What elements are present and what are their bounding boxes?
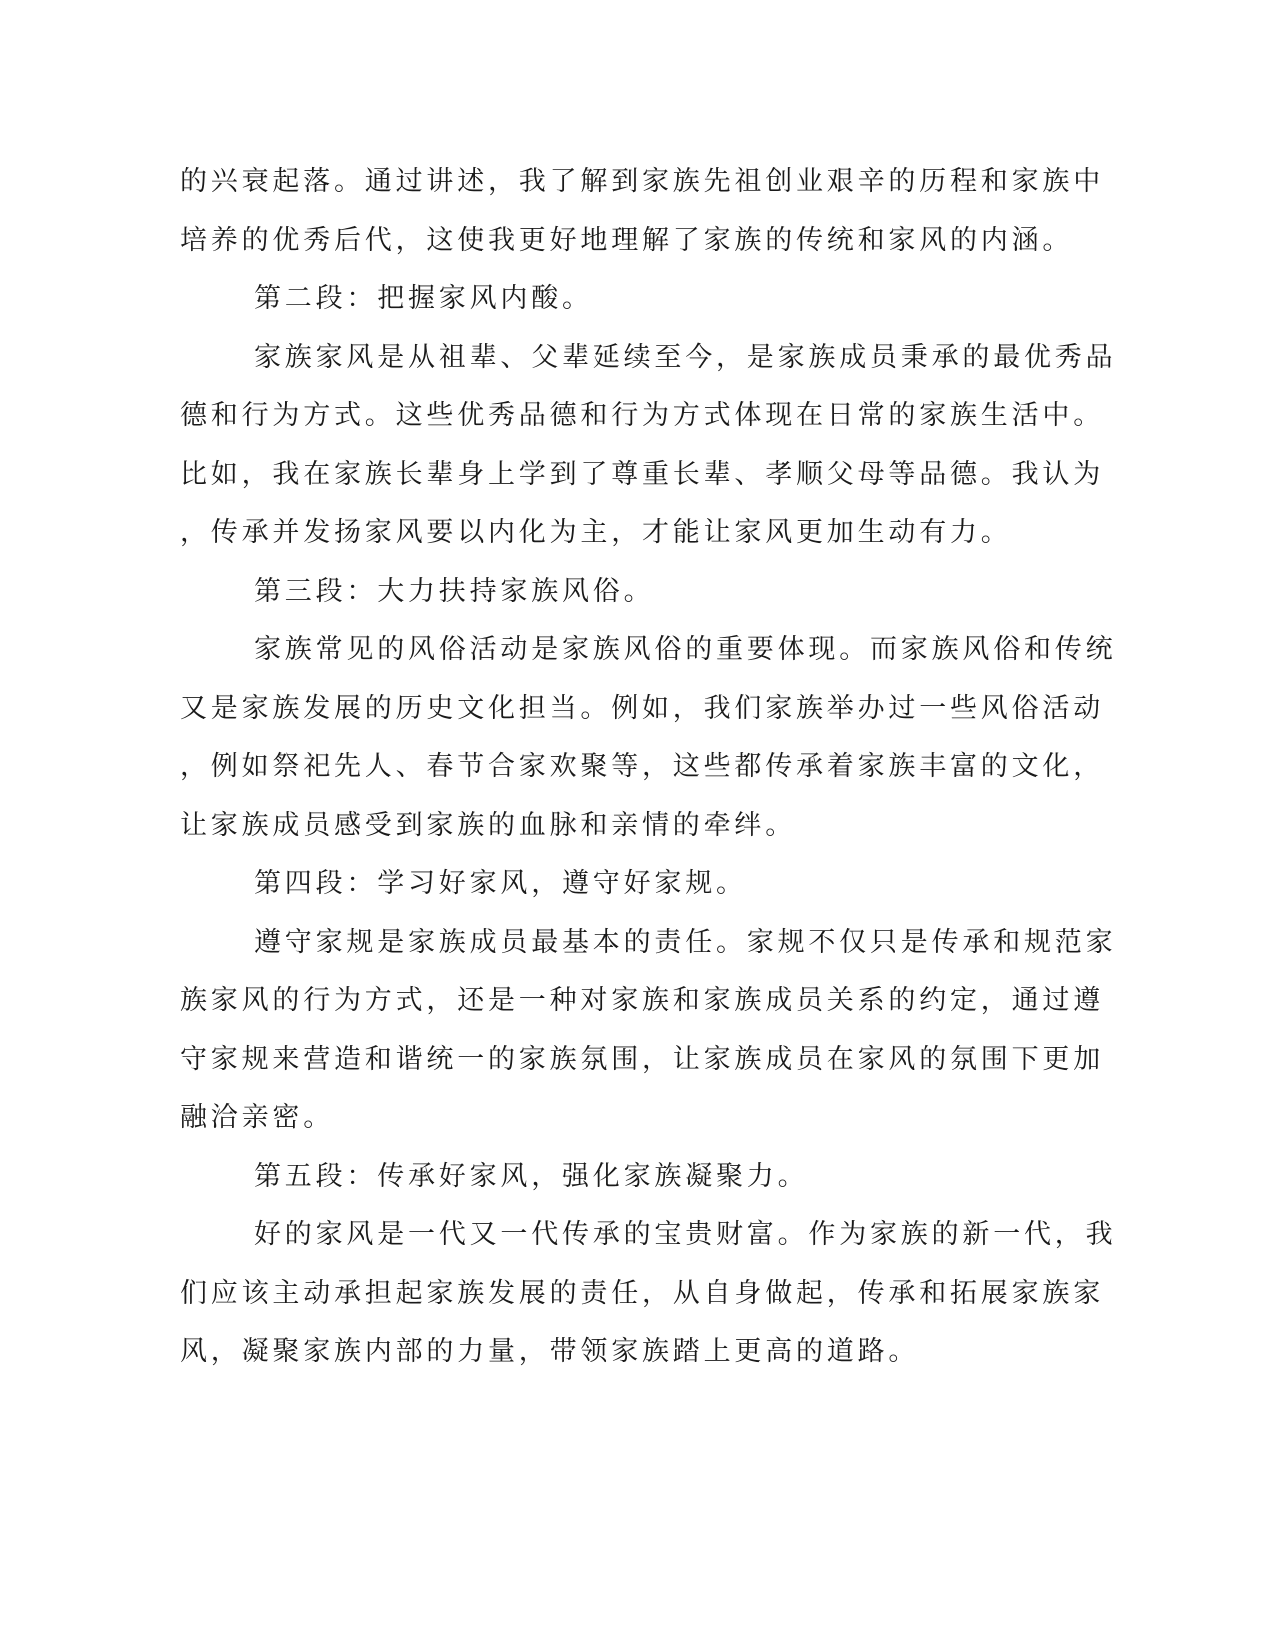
- text-line: 家族常见的风俗活动是家族风俗的重要体现。而家族风俗和传统: [254, 634, 1117, 665]
- text-line: 培养的优秀后代，这使我更好地理解了家族的传统和家风的内涵。: [180, 224, 1074, 256]
- document-body: [180, 153, 1117, 1382]
- section-heading: 第三段：大力扶持家族风俗。: [254, 575, 655, 607]
- text-line: 好的家风是一代又一代传承的宝贵财富。作为家族的新一代，我: [254, 1219, 1117, 1250]
- text-line: 遵守家规是家族成员最基本的责任。家规不仅只是传承和规范家: [254, 926, 1117, 958]
- text-line: 让家族成员感受到家族的血脉和亲情的牵绊。: [180, 809, 796, 841]
- section-heading: 第五段：传承好家风，强化家族凝聚力。: [254, 1160, 809, 1192]
- text-line: 风，凝聚家族内部的力量，带领家族踏上更高的道路。: [180, 1336, 920, 1367]
- text-line: 又是家族发展的历史文化担当。例如，我们家族举办过一些风俗活动: [180, 692, 1104, 724]
- text-line: 的兴衰起落。通过讲述，我了解到家族先祖创业艰辛的历程和家族中: [180, 166, 1104, 197]
- text-line: 守家规来营造和谐统一的家族氛围，让家族成员在家风的氛围下更加: [180, 1043, 1104, 1075]
- text-line: 德和行为方式。这些优秀品德和行为方式体现在日常的家族生活中。: [180, 400, 1104, 431]
- section-heading: 第二段：把握家风内酸。: [254, 283, 593, 314]
- text-line: 族家风的行为方式，还是一种对家族和家族成员关系的约定，通过遵: [180, 985, 1104, 1016]
- section-heading: 第四段：学习好家风，遵守好家规。: [254, 868, 747, 899]
- text-line: ，例如祭祀先人、春节合家欢聚等，这些都传承着家族丰富的文化，: [180, 751, 1104, 782]
- text-line: ，传承并发扬家风要以内化为主，才能让家风更加生动有力。: [180, 517, 1012, 548]
- text-line: 融洽亲密。: [180, 1102, 334, 1133]
- text-line: 比如，我在家族长辈身上学到了尊重长辈、孝顺父母等品德。我认为: [180, 458, 1104, 490]
- text-line: 们应该主动承担起家族发展的责任，从自身做起，传承和拓展家族家: [180, 1277, 1104, 1309]
- text-line: 家族家风是从祖辈、父辈延续至今，是家族成员秉承的最优秀品: [254, 341, 1117, 373]
